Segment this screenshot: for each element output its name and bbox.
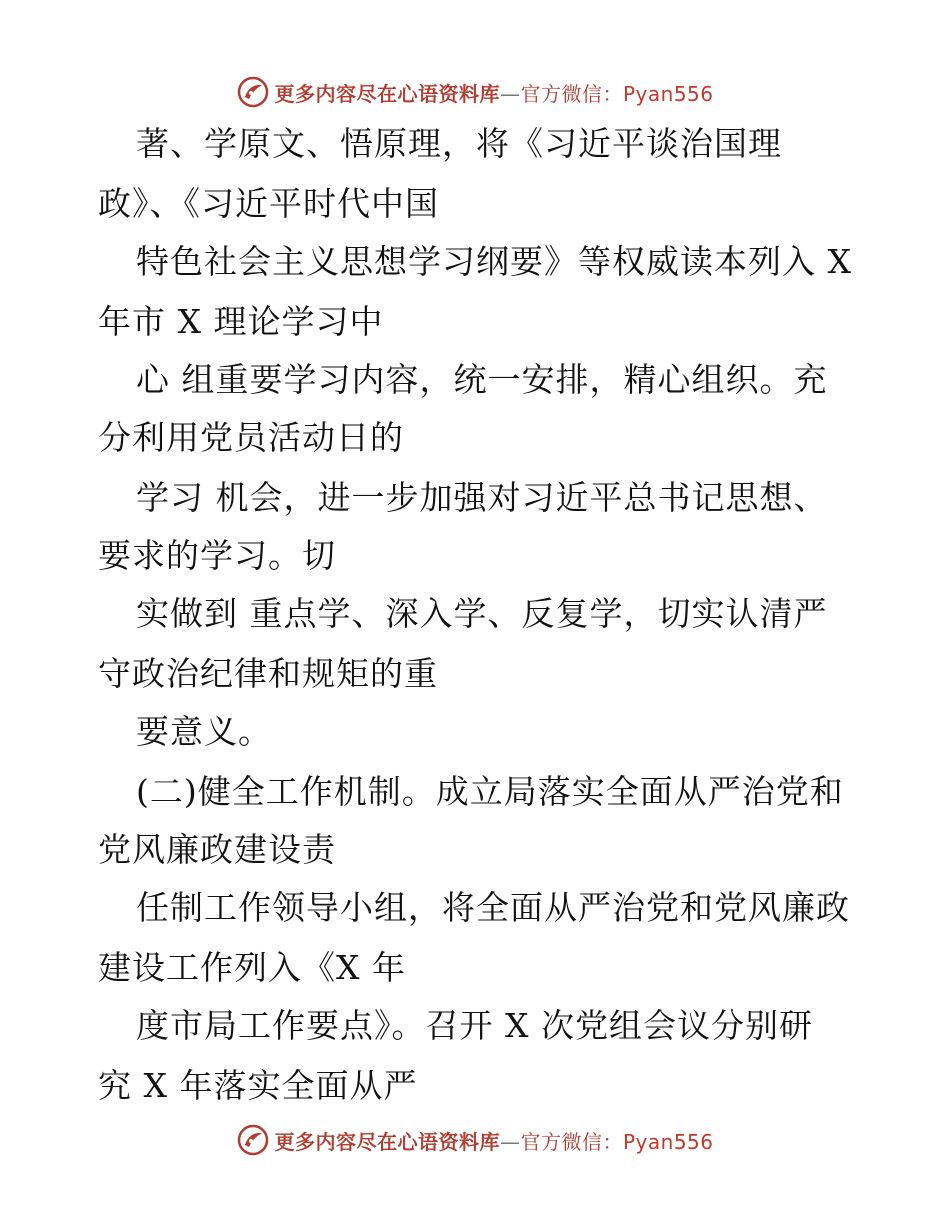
- watermark-separator: —: [499, 81, 521, 106]
- text-line: 要求的学习。切: [98, 536, 336, 575]
- brand-logo-icon: [236, 75, 270, 109]
- text-line: 任制工作领导小组，将全面从严治党和党风廉政: [136, 888, 850, 927]
- text-line: 度市局工作要点》。召开 X 次党组会议分别研: [136, 1006, 813, 1045]
- text-line: 学习 机会，进一步加强对习近平总书记思想、: [136, 478, 828, 517]
- section-heading-line: (二)健全工作机制。成立局落实全面从严治党和: [136, 772, 844, 811]
- text-line: 党风廉政建设责: [98, 830, 336, 869]
- text-line: 年市 X 理论学习中: [98, 302, 384, 341]
- text-line: 心 组重要学习内容，统一安排，精心组织。充: [136, 360, 828, 399]
- watermark-channel-label: 官方微信：: [520, 1129, 623, 1154]
- text-line: 特色社会主义思想学习纲要》等权威读本列入 X: [136, 242, 852, 281]
- watermark-separator: —: [499, 1129, 521, 1154]
- text-line: 建设工作列入《X 年: [98, 948, 406, 987]
- text-line: 实做到 重点学、深入学、反复学，切实认清严: [136, 594, 828, 633]
- text-line: 守政治纪律和规矩的重: [98, 654, 438, 693]
- watermark-account: Pyan556: [622, 81, 714, 106]
- header-watermark-banner: [0, 72, 950, 112]
- brand-logo-icon: [236, 1123, 270, 1157]
- text-line: 分利用党员活动日的: [98, 418, 404, 457]
- footer-watermark-banner: [0, 1120, 950, 1160]
- text-line: 究 X 年落实全面从严: [98, 1066, 418, 1105]
- watermark-site-name: 更多内容尽在心语资料库: [274, 81, 500, 106]
- watermark-site-name: 更多内容尽在心语资料库: [274, 1129, 500, 1154]
- text-line: 政》、《习近平时代中国: [98, 184, 439, 223]
- watermark-channel-label: 官方微信：: [520, 81, 623, 106]
- text-line: 著、学原文、悟原理，将《习近平谈治国理: [136, 124, 782, 163]
- text-line: 要意义。: [136, 712, 272, 751]
- watermark-account: Pyan556: [622, 1129, 714, 1154]
